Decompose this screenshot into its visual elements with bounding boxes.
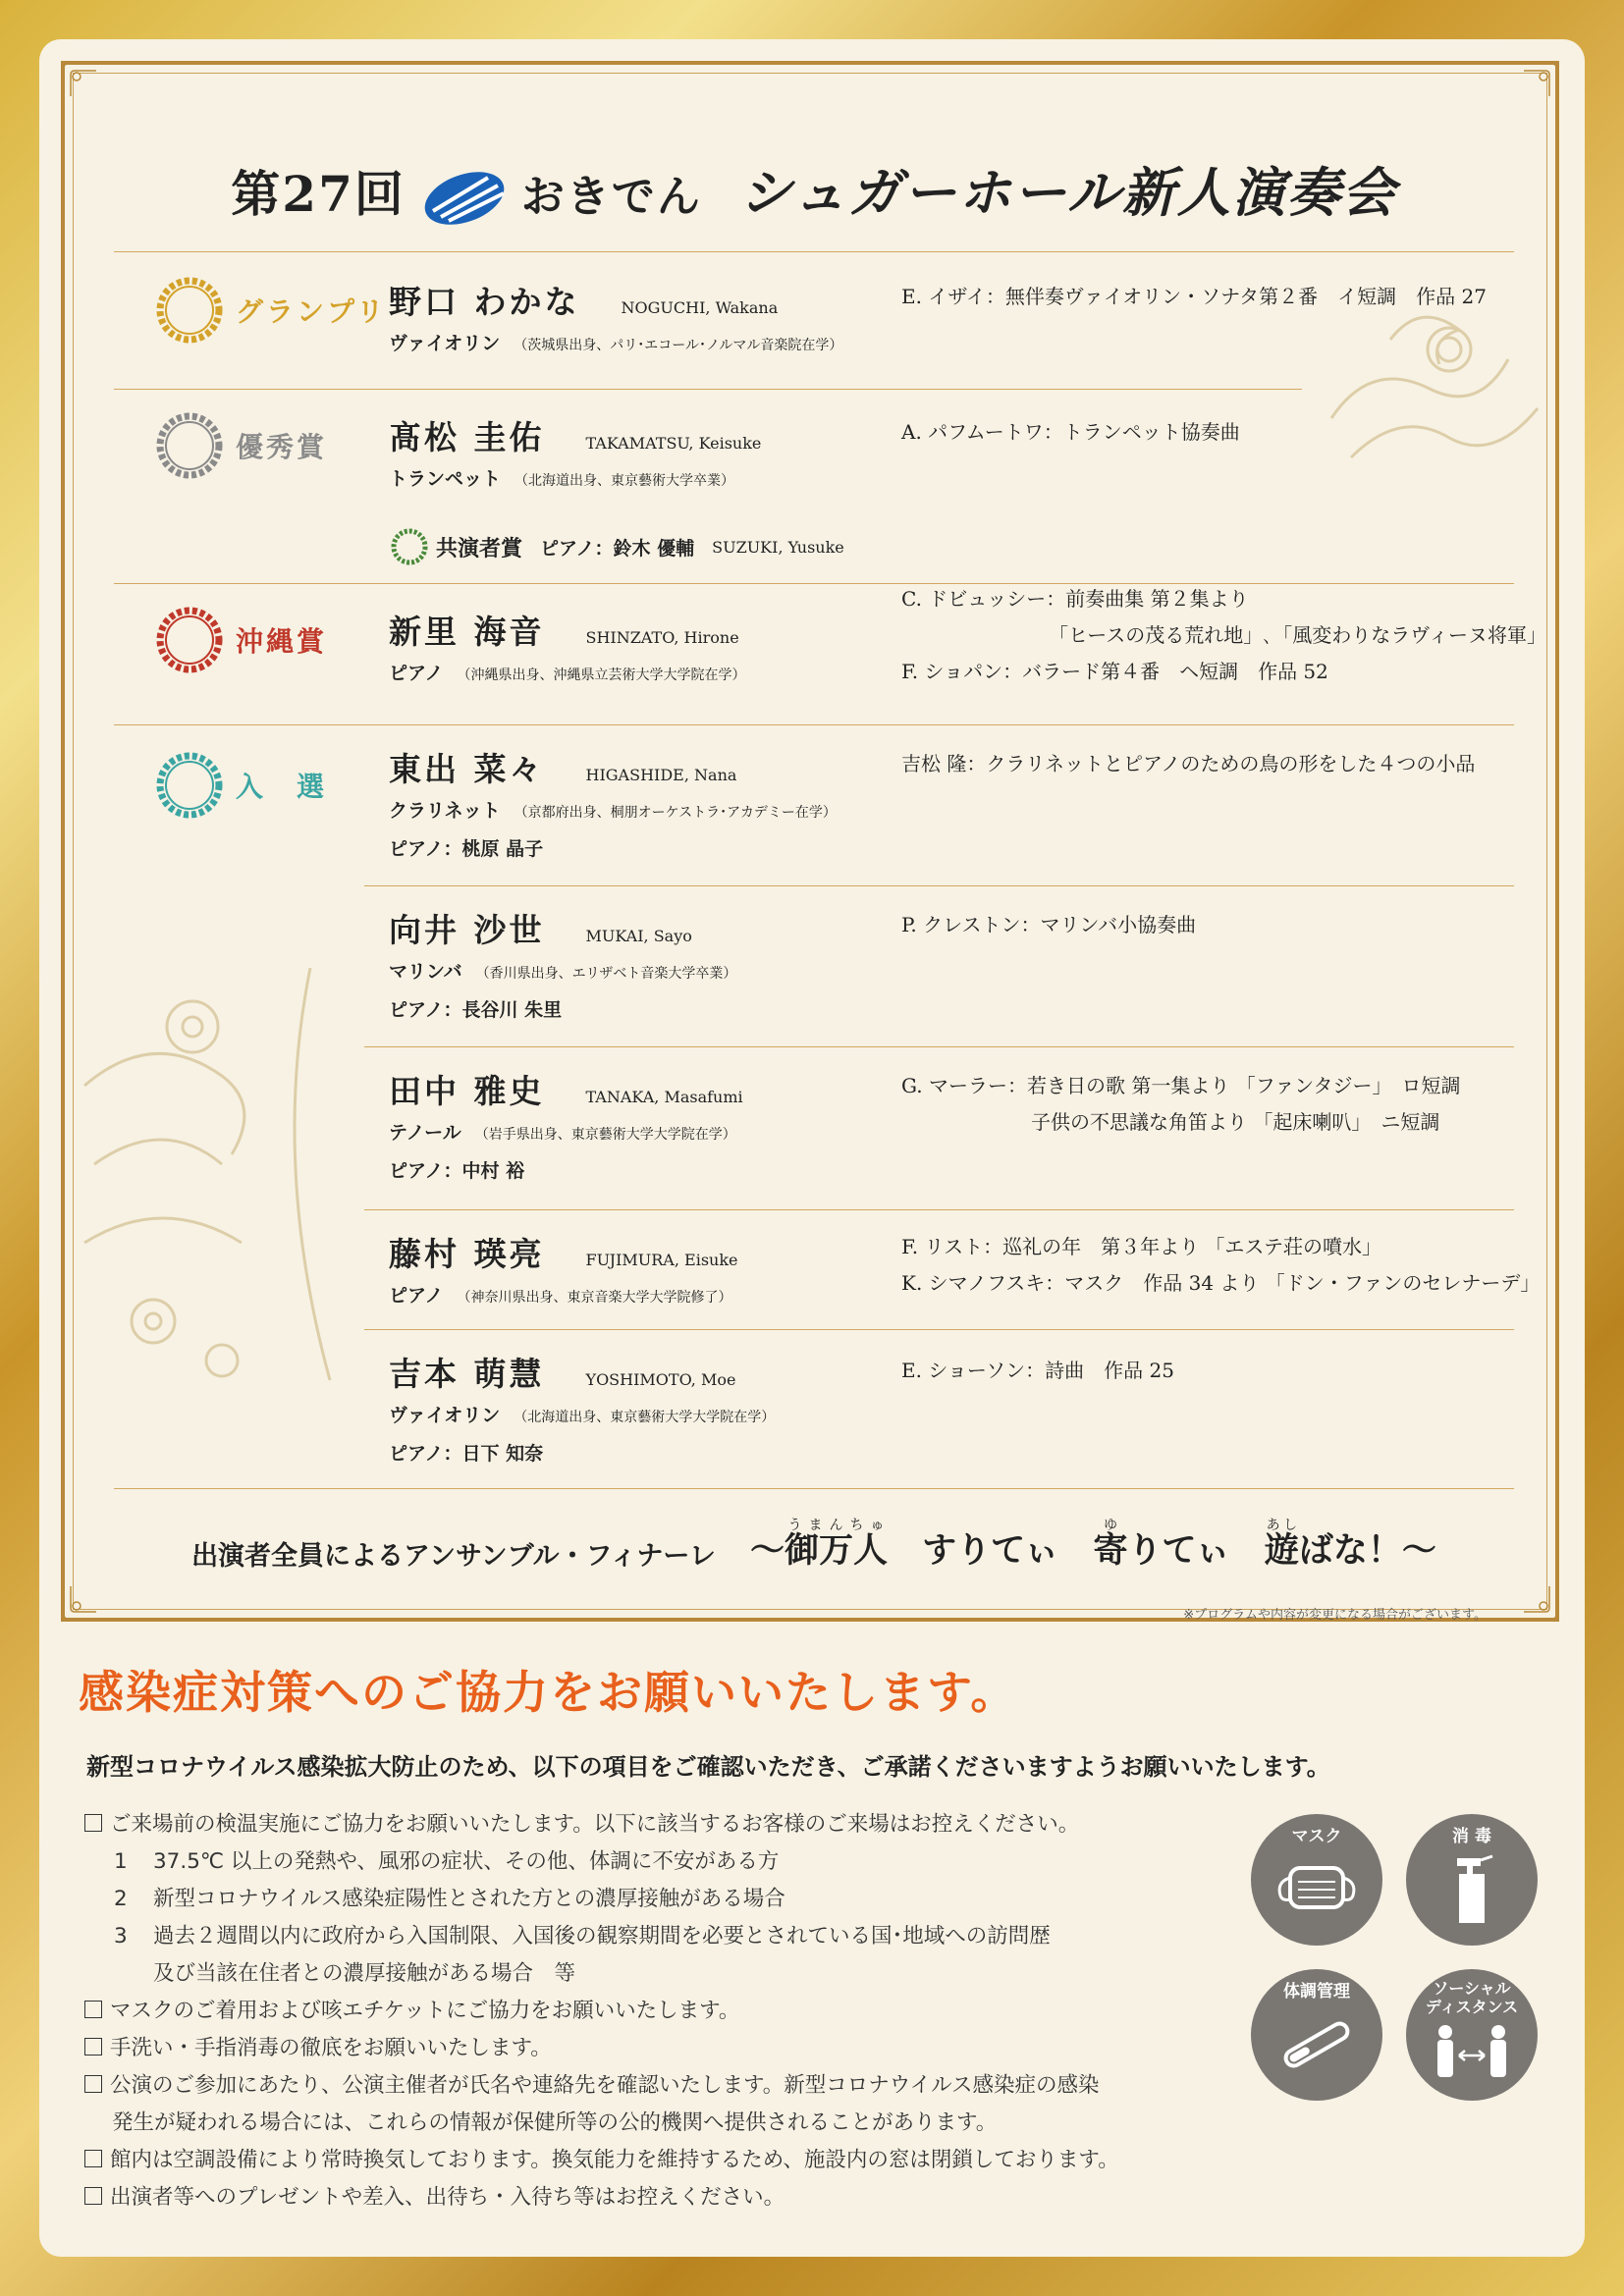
performer-entry	[389, 607, 880, 685]
performer-entry	[389, 412, 880, 491]
performer-origin: （香川県出身、エリザベト音楽大学卒業）	[475, 966, 737, 982]
instrument: ピアノ	[389, 663, 444, 684]
divider	[114, 389, 1302, 390]
instrument: ヴァイオリン	[389, 1405, 501, 1426]
program-frame	[61, 61, 1559, 1622]
corner-ornament	[61, 61, 106, 106]
instrument: マリンバ	[389, 961, 462, 983]
performer-roman: TANAKA, Masafumi	[585, 1088, 743, 1106]
performer-roman: FUJIMURA, Eisuke	[585, 1251, 738, 1269]
covid-subheading: 新型コロナウイルス感染拡大防止のため、以下の項目をご確認いただき、ご承諾くださいますようお願いいたします。	[86, 1753, 1330, 1781]
performer-name: 東出 菜々	[389, 750, 545, 788]
program-piece: E. ショーソン：詩曲 作品 25	[901, 1359, 1174, 1382]
performer-roman: HIGASHIDE, Nana	[585, 766, 737, 784]
performer-name: 新里 海音	[389, 613, 545, 651]
divider	[364, 1329, 1514, 1330]
award-grand-prix	[151, 271, 387, 349]
divider	[114, 1488, 1514, 1489]
co-performer-roman: SUZUKI, Yusuke	[712, 537, 844, 557]
award-name: 沖縄賞	[236, 625, 328, 658]
performer-roman: NOGUCHI, Wakana	[621, 298, 779, 317]
performer-name: 田中 雅史	[389, 1072, 545, 1110]
event-title	[65, 151, 1563, 229]
laurel-wreath-icon	[389, 526, 430, 567]
laurel-wreath-icon	[151, 272, 228, 348]
flower-ornament	[75, 968, 369, 1404]
performer-roman: YOSHIMOTO, Moe	[585, 1370, 736, 1389]
title-prefix: 第27回	[231, 165, 406, 223]
accompanist: ピアノ：桃原 晶子	[389, 838, 544, 860]
performer-name: 野口 わかな	[389, 283, 580, 321]
divider	[114, 251, 1514, 252]
accompanist: ピアノ：長谷川 朱里	[389, 999, 563, 1021]
award-name: 入 選	[236, 771, 328, 803]
laurel-wreath-icon	[151, 407, 228, 484]
performer-name: 吉本 萌慧	[389, 1355, 545, 1393]
award-selection	[151, 746, 327, 825]
performer-origin: （神奈川県出身、東京音楽大学大学院修了）	[457, 1290, 732, 1306]
performer-roman: SHINZATO, Hirone	[585, 628, 739, 647]
co-performer-award	[389, 526, 844, 567]
divider	[364, 1209, 1514, 1210]
performer-roman: MUKAI, Sayo	[585, 927, 692, 945]
performer-entry	[389, 277, 880, 355]
list-item: 公演のご参加にあたり、公演主催者が氏名や連絡先を確認いたします。新型コロナウイルス感染症の感染	[84, 2067, 1282, 2105]
performer-entry	[389, 1229, 880, 1308]
checkbox-icon	[84, 2187, 102, 2205]
list-item: マスクのご着用および咳エチケットにご協力をお願いいたします。	[84, 1993, 1282, 2030]
performer-entry	[389, 744, 880, 861]
program-piece: 吉松 隆：クラリネットとピアノのための鳥の形をした４つの小品	[901, 752, 1476, 775]
thermometer-icon: 体調管理	[1251, 1969, 1382, 2101]
performer-origin: （北海道出身、東京藝術大学大学院在学）	[514, 1410, 776, 1425]
list-item: 発生が疑われる場合には、これらの情報が保健所等の公的機関へ提供されることがあります。	[112, 2110, 998, 2135]
checkbox-icon	[84, 2038, 102, 2056]
award-name: 優秀賞	[236, 431, 328, 463]
performer-origin: （京都府出身、桐朋オーケストラ･アカデミー在学）	[514, 805, 837, 821]
performer-origin: （沖縄県出身、沖縄県立芸術大学大学院在学）	[457, 667, 746, 683]
award-name: グランプリ	[236, 295, 387, 328]
list-item: ご来場前の検温実施にご協力をお願いいたします。以下に該当するお客様のご来場はお控えください。	[84, 1806, 1282, 1843]
covid-checklist	[84, 1806, 1282, 2216]
mask-icon: マスク	[1251, 1814, 1382, 1946]
award-okinawa	[151, 601, 327, 679]
list-item: 3 過去２週間以内に政府から入国制限、入国後の観察期間を必要とされている国･地域への訪問歴	[114, 1924, 1051, 1949]
performer-entry	[389, 905, 880, 1022]
co-performer-label: 共演者賞	[436, 535, 523, 561]
okiden-logo-icon	[419, 168, 510, 229]
performer-roman: TAKAMATSU, Keisuke	[585, 434, 762, 453]
program-piece: G. マーラー：若き日の歌 第一集より 「ファンタジー」 ロ短調 子供の不思議な角笛より 「起床喇叭」 ニ短調	[901, 1074, 1461, 1134]
divider	[364, 885, 1514, 886]
list-item: 館内は空調設備により常時換気しております。換気能力を維持するため、施設内の窓は閉鎖しております。	[84, 2142, 1282, 2179]
performer-name: 髙松 圭佑	[389, 418, 545, 456]
title-main: シュガーホール新人演奏会	[738, 161, 1397, 224]
performer-origin: （岩手県出身、東京藝術大学大学院在学）	[474, 1127, 736, 1143]
corner-ornament	[1514, 61, 1559, 106]
finale-lead: 出演者全員によるアンサンブル・フィナーレ	[191, 1541, 716, 1572]
finale-title: 〜御万人うまんちゅ	[749, 1518, 888, 1571]
co-performer-detail: ピアノ：鈴木 優輔	[540, 537, 695, 560]
program-piece: P. クレストン：マリンバ小協奏曲	[901, 913, 1197, 936]
checkbox-icon	[84, 1814, 102, 1832]
instrument: クラリネット	[389, 800, 501, 822]
checkbox-icon	[84, 2001, 102, 2018]
divider	[114, 724, 1514, 725]
disinfect-icon: 消 毒	[1406, 1814, 1538, 1946]
performer-origin: （茨城県出身、パリ･エコール･ノルマル音楽院在学）	[514, 338, 843, 353]
laurel-wreath-icon	[151, 747, 228, 824]
checkbox-icon	[84, 2075, 102, 2093]
program-piece: E. イザイ：無伴奏ヴァイオリン・ソナタ第２番 イ短調 作品 27	[901, 285, 1487, 308]
finale-line: 出演者全員によるアンサンブル・フィナーレ 〜御万人うまんちゅ すりてぃ 寄ゆりてぃ 遊あしばな！〜	[191, 1518, 1436, 1572]
social-distance-icon: ソーシャル ディスタンス	[1406, 1969, 1538, 2101]
list-item: 手洗い・手指消毒の徹底をお願いいたします。	[84, 2030, 1282, 2067]
change-notice: ※プログラムや内容が変更になる場合がございます。	[1183, 1608, 1487, 1623]
program-piece: F. リスト：巡礼の年 第３年より 「エステ荘の噴水」 K. シマノフスキ：マスク 作品 34 より 「ドン・ファンのセレナーデ」	[901, 1235, 1541, 1295]
list-item: 及び当該在住者との濃厚接触がある場合 等	[153, 1961, 576, 1986]
divider	[364, 1046, 1514, 1047]
checkbox-icon	[84, 2150, 102, 2167]
list-item: 2 新型コロナウイルス感染症陽性とされた方との濃厚接触がある場合	[114, 1887, 785, 1911]
corner-ornament	[61, 1576, 106, 1622]
instrument: トランペット	[389, 468, 502, 490]
laurel-wreath-icon	[151, 602, 228, 678]
performer-name: 藤村 瑛亮	[389, 1235, 545, 1273]
instrument: ヴァイオリン	[389, 333, 501, 354]
corner-ornament	[1514, 1576, 1559, 1622]
list-item: 出演者等へのプレゼントや差入、出待ち・入待ち等はお控えください。	[84, 2179, 1282, 2216]
award-excellence	[151, 406, 327, 485]
accompanist: ピアノ：日下 知奈	[389, 1443, 544, 1465]
flyer-sheet	[39, 39, 1585, 2257]
covid-heading: 感染症対策へのご協力をお願いいたします。	[79, 1666, 1018, 1719]
performer-origin: （北海道出身、東京藝術大学卒業）	[514, 473, 735, 489]
list-item: 1 37.5℃ 以上の発熱や、風邪の症状、その他、体調に不安がある方	[114, 1849, 780, 1874]
accompanist: ピアノ：中村 裕	[389, 1160, 525, 1182]
program-piece: C. ドビュッシー：前奏曲集 第２集より 「ヒースの茂る荒れ地」､「風変わりなラヴィーヌ将軍」 F. ショパン：バラード第４番 ヘ短調 作品 52	[901, 587, 1546, 683]
logo-text: おきでん	[520, 172, 702, 222]
performer-entry	[389, 1066, 880, 1183]
performer-name: 向井 沙世	[389, 911, 545, 949]
performer-entry	[389, 1349, 880, 1466]
program-piece: A. パフムートワ：トランペット協奏曲	[901, 420, 1240, 444]
instrument: テノール	[389, 1122, 461, 1144]
instrument: ピアノ	[389, 1285, 444, 1307]
